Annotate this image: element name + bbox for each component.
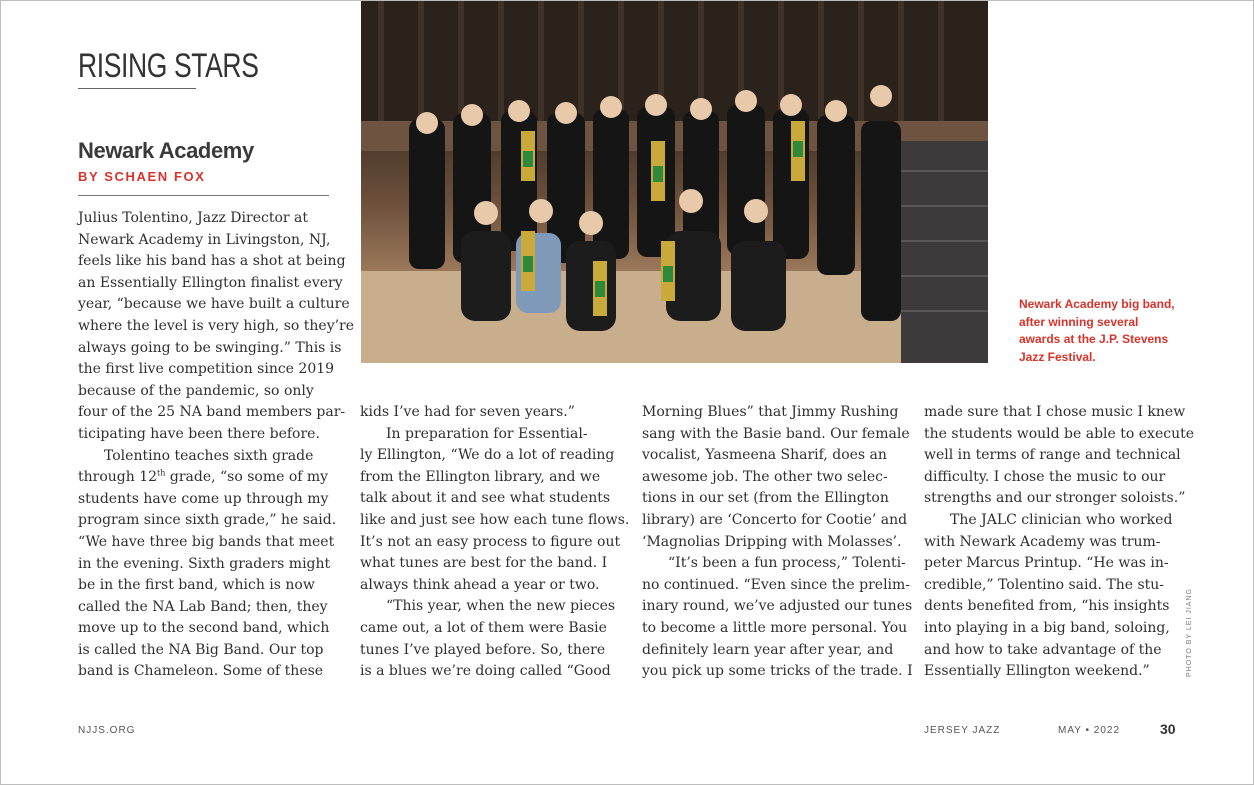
text-line [78, 359, 334, 381]
text-line [360, 510, 630, 532]
text-line [642, 402, 898, 424]
text-line-main: is a blues we’re doing called “Good [360, 663, 611, 680]
text-line [78, 381, 334, 403]
text-line-main: ticipating have been there before. [78, 425, 320, 442]
text-line-main: made sure that I chose music I knew [924, 404, 1186, 420]
text-line-main: tions in our set (from the Ellington [642, 490, 889, 507]
text-line-main: an Essentially Ellington finalist every [78, 274, 343, 291]
text-line [924, 467, 1180, 489]
text-line-main: kids I’ve had for seven years.” [360, 404, 575, 420]
text-line [924, 553, 1180, 575]
text-line-main: called the NA Lab Band; then, they [78, 598, 328, 615]
article-byline: BY SCHAEN FOX [78, 169, 206, 184]
text-line-main: from the Ellington library, and we [360, 468, 601, 485]
text-line-main: vocalist, Yasmeena Sharif, does an [642, 447, 887, 464]
text-line [78, 251, 346, 273]
text-line-main: definitely learn year after year, and [642, 641, 894, 658]
text-line-main: year, “because we have built a culture [78, 296, 350, 313]
text-line [642, 553, 906, 575]
text-line-main: library) are ‘Concerto for Cootie’ and [642, 511, 908, 528]
text-line-main: The JALC clinician who worked [950, 511, 1173, 528]
text-line [360, 618, 616, 640]
text-line [78, 597, 334, 619]
text-line-main: well in terms of range and technical [924, 447, 1181, 464]
footer-website: NJJS.ORG [78, 725, 136, 736]
text-line-main: like and just see how each tune flows. [360, 511, 630, 528]
text-line-main: Morning Blues” that Jimmy Rushing [642, 404, 899, 420]
text-line [78, 532, 334, 554]
text-line-main: the students would be able to execute [924, 425, 1195, 442]
text-line [642, 467, 898, 489]
text-line-main: In preparation for Essential- [386, 425, 588, 442]
text-line-main: no continued. “Even since the prelim- [642, 576, 911, 593]
page-number: 30 [1160, 721, 1176, 737]
photo-caption: Newark Academy big band, after winning several awards at the J.P. Stevens Jazz Festival. [1019, 297, 1175, 364]
text-line-main: Tolentino teaches sixth grade [104, 447, 314, 464]
section-title-rule [78, 88, 196, 89]
text-line-main: be in the first band, which is now [78, 577, 315, 594]
text-line [924, 510, 1180, 532]
text-line-main: is called the NA Big Band. Our top [78, 641, 324, 658]
text-line [642, 532, 902, 554]
footer-magazine: JERSEY JAZZ [924, 725, 1001, 736]
text-line-main: through 12 [78, 469, 158, 486]
text-line [360, 596, 616, 618]
text-line [360, 553, 616, 575]
text-line [642, 424, 910, 446]
text-line-main: “We have three big bands that meet [78, 533, 335, 550]
text-line-main: Essentially Ellington weekend.” [924, 663, 1150, 680]
text-line-main: sang with the Basie band. Our female [642, 425, 910, 442]
text-line-main: where the level is very high, so they’re [78, 317, 355, 334]
text-line-continued: grade, “so some of my [165, 469, 329, 486]
text-line [360, 488, 616, 510]
band-photo [361, 1, 988, 363]
text-line [78, 402, 346, 424]
text-line-main: program since sixth grade,” he said. [78, 512, 337, 529]
text-line [924, 445, 1180, 467]
text-line-main: It’s not an easy process to figure out [360, 533, 621, 550]
text-line-main: “It’s been a fun process,” Tolenti- [668, 555, 906, 572]
text-line-main: Julius Tolentino, Jazz Director at [78, 210, 308, 226]
text-line [360, 532, 621, 554]
text-line [78, 618, 334, 640]
text-line [924, 532, 1180, 554]
text-line [642, 640, 898, 662]
text-line [642, 575, 911, 597]
article-column-3 [642, 402, 913, 683]
text-line-main: you pick up some tricks of the trade. I [642, 663, 913, 680]
text-line [642, 596, 913, 618]
text-line [360, 661, 616, 683]
text-line [924, 488, 1186, 510]
text-line [78, 575, 334, 597]
text-line [78, 338, 342, 360]
text-line-main: in the evening. Sixth graders might [78, 555, 331, 572]
text-line [924, 661, 1180, 683]
text-line [642, 445, 898, 467]
text-line-main: “This year, when the new pieces [386, 598, 616, 615]
text-line [78, 661, 334, 683]
text-line [360, 424, 616, 446]
text-line [360, 445, 616, 467]
text-line-main: always going to be swinging.” This is [78, 339, 342, 356]
text-line-main: ly Ellington, “We do a lot of reading [360, 447, 615, 464]
text-line-main: into playing in a big band, soloing, [924, 619, 1170, 636]
text-line-main: credible,” Tolentino said. The stu- [924, 576, 1165, 593]
text-line-main: four of the 25 NA band members par- [78, 404, 346, 421]
text-line [78, 640, 334, 662]
text-line-main: inary round, we’ve adjusted our tunes [642, 598, 913, 615]
text-line-main: what tunes are best for the band. I [360, 555, 608, 572]
text-line [642, 510, 908, 532]
text-line-main: feels like his band has a shot at being [78, 253, 346, 270]
text-line [78, 273, 343, 295]
text-line-main: came out, a lot of them were Basie [360, 619, 607, 636]
text-line [642, 618, 908, 640]
text-line-main: talk about it and see what students [360, 490, 611, 507]
text-line [360, 640, 616, 662]
text-line [78, 446, 334, 468]
text-line-main: awesome job. The other two selec- [642, 468, 888, 485]
text-line-main: with Newark Academy was trum- [924, 533, 1161, 550]
text-line-main: to become a little more personal. You [642, 619, 908, 636]
text-line-main: strengths and our stronger soloists.” [924, 490, 1186, 507]
text-line [360, 402, 616, 424]
text-line-main: students have come up through my [78, 490, 329, 507]
text-line [78, 208, 334, 230]
text-line [78, 316, 355, 338]
text-line [924, 640, 1180, 662]
footer-date: MAY • 2022 [1058, 725, 1121, 736]
text-line-main: the first live competition since 2019 [78, 361, 335, 378]
article-column-1 [78, 208, 355, 683]
text-line-main: move up to the second band, which [78, 620, 330, 637]
text-line [642, 488, 898, 510]
text-line [924, 596, 1180, 618]
text-line [78, 489, 334, 511]
text-line [78, 230, 334, 252]
text-line-main: band is Chameleon. Some of these [78, 663, 324, 680]
text-line-main: ‘Magnolias Dripping with Molasses’. [642, 533, 902, 550]
text-line [642, 661, 913, 683]
article-column-2 [360, 402, 630, 683]
article-headline: Newark Academy [78, 138, 254, 163]
text-line-main: difficulty. I chose the music to our [924, 468, 1166, 485]
text-line-main: dents benefited from, “his insights [924, 598, 1170, 615]
photo-credit: PHOTO BY LEI JIANG [1186, 588, 1193, 677]
text-line-main: and how to take advantage of the [924, 641, 1162, 658]
text-line [78, 467, 334, 489]
section-title: RISING STARS [78, 47, 259, 85]
text-line [924, 402, 1186, 424]
ordinal-superscript: th [157, 468, 166, 478]
text-line [78, 554, 334, 576]
text-line-main: peter Marcus Printup. “He was in- [924, 555, 1169, 572]
text-line [924, 575, 1180, 597]
text-line-main: because of the pandemic, so only [78, 382, 314, 399]
text-line-main: always think ahead a year or two. [360, 576, 600, 593]
text-line [924, 618, 1180, 640]
text-line [360, 467, 616, 489]
text-line-main: Newark Academy in Livingston, NJ, [78, 231, 331, 248]
text-line-main: tunes I’ve played before. So, there [360, 641, 606, 658]
text-line [78, 510, 337, 532]
text-line [360, 575, 616, 597]
text-line [78, 294, 350, 316]
text-line [78, 424, 334, 446]
byline-rule [78, 195, 329, 196]
text-line [924, 424, 1195, 446]
